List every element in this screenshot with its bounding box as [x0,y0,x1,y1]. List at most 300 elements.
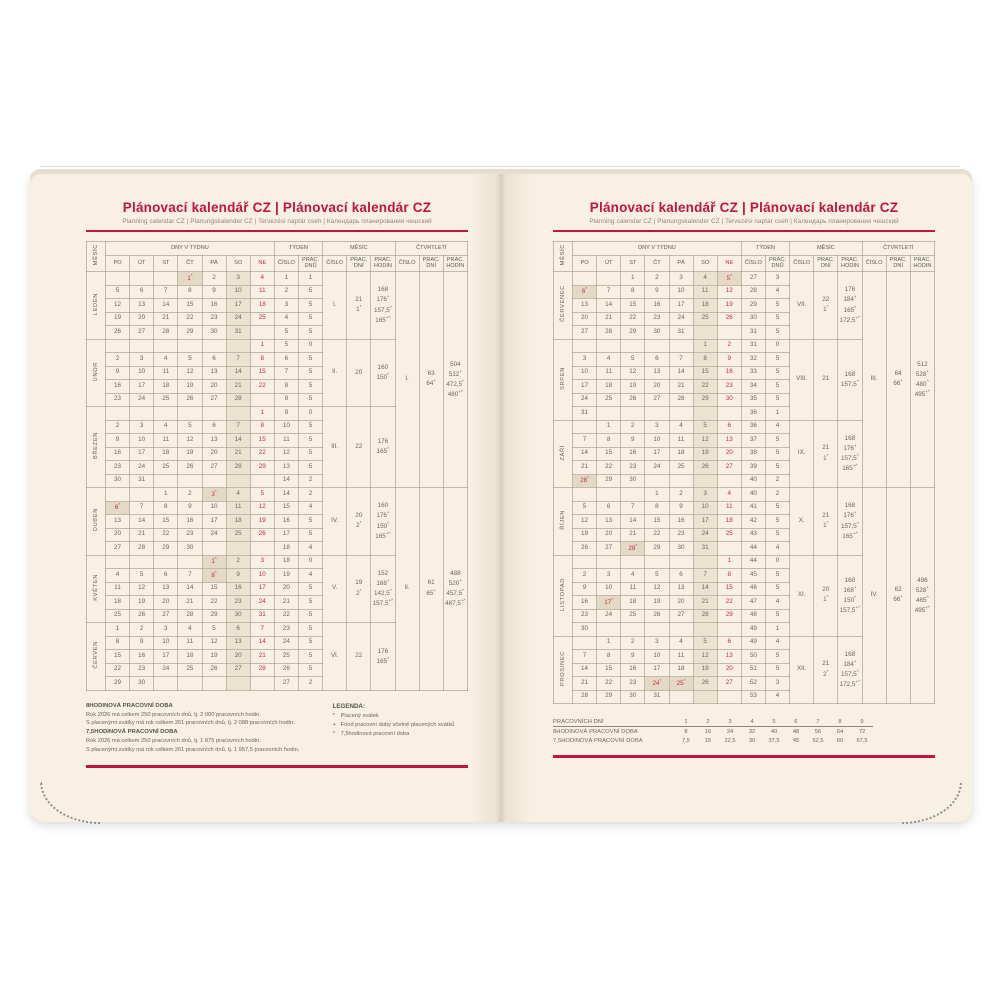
day-cell: 6 [226,623,250,637]
day-cell: 19 [645,596,669,610]
week-number-cell: 7 [274,366,298,380]
day-cell: 23 [106,393,130,407]
empty-day-cell [573,272,597,286]
workdays-hours-value: 64 [836,728,844,735]
week-number-cell: 40 [741,488,765,502]
header-sub-cell: ČÍSLO [274,256,298,272]
week-workdays-cell: 4 [766,596,790,610]
day-cell: 9 [669,501,693,515]
day-cell: 19 [573,528,597,542]
empty-day-cell [226,339,250,353]
day-cell: 7 [154,285,178,299]
header-day-ne: NE [250,256,274,272]
empty-day-cell [573,555,597,569]
day-cell: 12 [573,515,597,529]
week-workdays-cell: 5 [766,312,790,326]
empty-day-cell [178,474,202,488]
day-cell: 21 [669,380,693,394]
day-cell: 20 [669,596,693,610]
month-hours-cell: 168 176+ 157,5^ 165+^ [371,272,395,340]
day-cell: 20 [645,380,669,394]
week-number-cell: 32 [741,353,765,367]
day-cell: 4 [669,636,693,650]
day-cell: 18 [597,380,621,394]
empty-day-cell [669,690,693,704]
day-cell: 28* [621,542,645,556]
week-workdays-cell: 5 [766,299,790,313]
week-workdays-cell: 5 [766,326,790,340]
day-cell: 17 [645,447,669,461]
legend [327,702,468,756]
day-cell: 3* [202,488,226,502]
day-cell: 9 [106,434,130,448]
week-number-cell: 27 [274,677,298,691]
month-numeral-cell: I. [323,272,347,340]
month-hours-cell: 160 168+ 150^ 157,5+^ [838,555,862,636]
day-cell: 11 [693,285,717,299]
note-8h-line2: S placenými svátky má rok celkem 261 pracovních dnů, tj. 2 088 pracovních hodin. [86,720,295,727]
day-cell: 25 [154,461,178,475]
week-number-cell: 5 [274,326,298,340]
day-cell: 13 [573,299,597,313]
day-cell: 22 [621,312,645,326]
day-cell: 24* [645,677,669,691]
day-cell: 4 [669,420,693,434]
day-cell: 12 [693,434,717,448]
day-cell: 6 [717,636,741,650]
month-name-label: PROSINEC [559,650,566,686]
day-cell: 4 [250,272,274,286]
month-name [554,272,573,340]
header-sub-cell: ČÍSLO [741,256,765,272]
header-day-t: ČT [645,256,669,272]
empty-day-cell [226,474,250,488]
header-sub-cell: PRAC. DNÍ [814,256,838,272]
week-workdays-cell: 4 [766,285,790,299]
week-workdays-cell: 5 [299,515,323,529]
empty-day-cell [573,488,597,502]
empty-day-cell [154,407,178,421]
page-title: Plánovací kalendář CZ | Plánovací kalendár CZ [589,200,899,215]
day-cell: 14 [669,366,693,380]
day-cell: 23 [621,677,645,691]
day-cell: 21 [597,312,621,326]
workdays-hours-value: 24 [726,728,734,735]
day-cell: 20 [717,447,741,461]
week-number-cell: 18 [274,555,298,569]
workdays-hours-value: 72 [858,728,866,735]
day-cell: 8 [693,353,717,367]
month-workdays-cell: 21 1* [814,488,838,556]
week-number-cell: 6 [274,353,298,367]
week-workdays-cell: 4 [766,420,790,434]
day-cell: 14 [250,636,274,650]
day-cell: 4 [693,272,717,286]
week-workdays-cell: 0 [299,339,323,353]
week-workdays-cell: 5 [299,623,323,637]
day-cell: 10 [645,650,669,664]
day-cell: 29 [621,326,645,340]
empty-day-cell [106,339,130,353]
day-cell: 19 [178,447,202,461]
empty-day-cell [154,474,178,488]
week-workdays-cell: 2 [766,474,790,488]
day-cell: 30 [621,474,645,488]
day-cell: 19 [621,380,645,394]
day-cell: 20 [226,650,250,664]
calendar-week-row [87,272,468,286]
day-cell: 14 [130,515,154,529]
day-cell: 20 [202,447,226,461]
day-cell: 28 [573,690,597,704]
footer-left [86,702,468,756]
day-cell: 5 [573,501,597,515]
week-workdays-cell: 5 [766,461,790,475]
week-workdays-cell: 5 [299,447,323,461]
day-cell: 12 [645,582,669,596]
month-numeral-cell: IX. [790,420,814,488]
calendar-week-row [554,272,935,286]
empty-day-cell [645,339,669,353]
quarter-numeral-cell: III. [862,272,886,488]
day-cell: 6* [573,285,597,299]
workdays-hours-value: 67,5 [856,737,868,744]
day-cell: 3 [669,272,693,286]
day-cell: 12 [717,285,741,299]
empty-day-cell [154,677,178,691]
day-cell: 15 [597,447,621,461]
empty-day-cell [717,690,741,704]
week-workdays-cell: 5 [766,434,790,448]
day-cell: 23 [130,663,154,677]
day-cell: 15 [154,515,178,529]
day-cell: 22 [597,461,621,475]
day-cell: 16 [717,366,741,380]
day-cell: 2 [669,488,693,502]
day-cell: 12 [693,650,717,664]
day-cell: 24 [226,312,250,326]
day-cell: 23 [669,528,693,542]
day-cell: 18 [693,299,717,313]
day-cell: 23 [226,596,250,610]
month-numeral-cell: VIII. [790,339,814,420]
week-number-cell: 34 [741,380,765,394]
day-cell: 14 [226,366,250,380]
empty-day-cell [693,690,717,704]
day-cell: 16 [178,515,202,529]
empty-day-cell [226,407,250,421]
day-cell: 17 [202,515,226,529]
month-workdays-cell: 21 [814,339,838,420]
page-title: Plánovací kalendář CZ | Plánovací kalendár CZ [122,200,432,215]
week-number-cell: 2 [274,285,298,299]
planning-calendar-table-h1 [86,241,468,691]
week-number-cell: 10 [274,420,298,434]
month-workdays-cell: 21 2* [814,636,838,704]
day-cell: 14 [573,447,597,461]
day-cell: 18 [154,380,178,394]
day-cell: 2 [178,488,202,502]
header-mesic-side [554,242,573,272]
day-cell: 22 [645,528,669,542]
workdays-hours-value: 37,5 [768,737,780,744]
day-cell: 2 [202,272,226,286]
day-cell: 10 [597,582,621,596]
month-workdays-cell: 20 [347,339,371,407]
workdays-hours-value: 3 [719,717,741,727]
day-cell: 16 [621,447,645,461]
month-name-label: ČERVENEC [559,285,566,323]
day-cell: 29 [693,393,717,407]
header-mesic-side-label: MĚSÍC [92,244,99,266]
week-workdays-cell: 2 [299,677,323,691]
workdays-hours-value: 5 [763,717,785,727]
legend-label: Placený svátek [340,713,379,720]
week-number-cell: 21 [274,596,298,610]
day-cell: 6 [154,569,178,583]
day-cell: 5 [621,353,645,367]
week-number-cell: 44 [741,555,765,569]
day-cell: 19 [202,650,226,664]
day-cell: 19 [693,663,717,677]
day-cell: 15 [250,434,274,448]
red-rule-bottom [86,765,468,768]
empty-day-cell [621,555,645,569]
day-cell: 23 [717,380,741,394]
day-cell: 29 [154,542,178,556]
day-cell: 7 [597,285,621,299]
day-cell: 12 [621,366,645,380]
empty-day-cell [573,339,597,353]
month-workdays-cell: 22 1* [814,272,838,340]
day-cell: 15 [202,582,226,596]
day-cell: 12 [202,636,226,650]
week-number-cell: 37 [741,434,765,448]
header-group-cell: MĚSÍC [790,242,862,256]
day-cell: 7 [573,434,597,448]
day-cell: 26 [717,312,741,326]
day-cell: 5 [645,569,669,583]
week-number-cell: 14 [274,474,298,488]
day-cell: 31 [645,690,669,704]
day-cell: 23 [621,461,645,475]
week-number-cell: 43 [741,528,765,542]
header-sub-cell: ČÍSLO [862,256,886,272]
week-workdays-cell: 4 [299,569,323,583]
day-cell: 11 [178,636,202,650]
week-number-cell: 50 [741,650,765,664]
week-number-cell: 29 [741,299,765,313]
day-cell: 19 [106,312,130,326]
header-group-cell: DNY V TÝDNU [573,242,742,256]
day-cell: 13 [202,366,226,380]
month-numeral-cell: VI. [323,623,347,691]
week-workdays-cell: 5 [299,380,323,394]
legend-marker: * [332,713,335,720]
day-cell: 20 [597,528,621,542]
day-cell: 7 [250,623,274,637]
workdays-hours-value: 56 [814,728,822,735]
empty-day-cell [669,474,693,488]
day-cell: 13 [226,636,250,650]
day-cell: 21 [573,461,597,475]
day-cell: 23 [178,528,202,542]
day-cell: 17 [645,663,669,677]
day-cell: 11 [250,285,274,299]
week-number-cell: 22 [274,609,298,623]
day-cell: 25 [669,461,693,475]
note-8h-line1: Rok 2026 má celkem 250 pracovních dnů, tj. 2 000 pracovních hodin. [86,711,261,718]
day-cell: 19 [717,299,741,313]
header-sub-cell: PRAC. DNŮ [766,256,790,272]
day-cell: 5 [178,353,202,367]
day-cell: 3 [226,272,250,286]
empty-day-cell [645,474,669,488]
month-name-label: SRPEN [559,366,566,390]
day-cell: 17* [597,596,621,610]
workdays-hours-value: 30 [748,737,756,744]
day-cell: 8 [597,650,621,664]
day-cell: 29 [597,690,621,704]
week-workdays-cell: 1 [766,407,790,421]
day-cell: 26 [106,326,130,340]
empty-day-cell [597,407,621,421]
workdays-hours-row [553,736,873,745]
day-cell: 10 [130,366,154,380]
day-cell: 2 [106,420,130,434]
week-number-cell: 46 [741,582,765,596]
empty-day-cell [645,623,669,637]
week-number-cell: 41 [741,501,765,515]
week-workdays-cell: 5 [766,515,790,529]
header-day-p: PÁ [669,256,693,272]
day-cell: 27 [597,542,621,556]
week-number-cell: 13 [274,461,298,475]
month-workdays-cell: 21 1* [814,420,838,488]
day-cell: 18 [154,447,178,461]
month-hours-cell: 168 176+ 157,5^ 165+^ [838,420,862,488]
month-name-label: BŘEZEN [92,432,99,460]
day-cell: 10 [645,434,669,448]
day-cell: 9 [106,366,130,380]
empty-day-cell [573,636,597,650]
header-sub-cell: PRAC. HODIN [910,256,934,272]
week-number-cell: 24 [274,636,298,650]
day-cell: 1 [250,339,274,353]
day-cell: 5 [250,488,274,502]
day-cell: 6 [597,501,621,515]
page-stack-edge [36,170,964,171]
day-cell: 7 [621,501,645,515]
day-cell: 6 [202,353,226,367]
month-numeral-cell: II. [323,339,347,407]
day-cell: 7 [226,353,250,367]
day-cell: 10 [250,569,274,583]
header-sub-cell: PRAC. HODIN [371,256,395,272]
day-cell: 6 [669,569,693,583]
week-workdays-cell: 5 [299,353,323,367]
month-hours-cell: 152 168+ 142,5^ 157,5+^ [371,555,395,623]
day-cell: 11 [669,650,693,664]
week-number-cell: 11 [274,434,298,448]
day-cell: 8 [106,636,130,650]
month-name-label: ZÁŘÍ [559,444,566,461]
empty-day-cell [178,407,202,421]
header-group-cell: MĚSÍC [323,242,395,256]
quarter-numeral-cell: IV. [862,488,886,704]
week-number-cell: 49 [741,623,765,637]
day-cell: 26 [693,677,717,691]
empty-day-cell [178,339,202,353]
week-number-cell: 31 [741,326,765,340]
day-cell: 25 [226,528,250,542]
workdays-hours-value: 1 [675,717,697,727]
legend-item [333,712,468,721]
month-name [87,555,106,623]
header-day-po: PO [106,256,130,272]
empty-day-cell [717,474,741,488]
day-cell: 30 [669,542,693,556]
empty-day-cell [597,488,621,502]
day-cell: 11 [154,434,178,448]
week-workdays-cell: 5 [766,569,790,583]
empty-day-cell [106,555,130,569]
day-cell: 18 [621,596,645,610]
month-name [87,488,106,556]
month-hours-cell: 168 176+ 157,5^ 165+^ [838,488,862,556]
day-cell: 20 [154,596,178,610]
day-cell: 15 [106,650,130,664]
week-workdays-cell: 5 [299,609,323,623]
page-stack-edge [40,166,960,167]
week-workdays-cell: 5 [299,366,323,380]
month-name [87,272,106,340]
day-cell: 4 [717,488,741,502]
day-cell: 10 [226,285,250,299]
day-cell: 8 [178,285,202,299]
day-cell: 21 [226,447,250,461]
week-number-cell: 47 [741,596,765,610]
week-number-cell: 15 [274,501,298,515]
day-cell: 22 [250,447,274,461]
empty-day-cell [597,555,621,569]
week-workdays-cell: 1 [299,272,323,286]
week-workdays-cell: 5 [299,461,323,475]
day-cell: 16 [645,299,669,313]
header-mesic-side [87,242,106,272]
day-cell: 24 [154,663,178,677]
empty-day-cell [621,407,645,421]
header-group-cell: TÝDEN [741,242,789,256]
header-sub-row [87,256,468,272]
day-cell: 8 [621,285,645,299]
legend-title: LEGENDA: [332,702,365,710]
day-cell: 17 [226,299,250,313]
workdays-hours-row [553,717,873,727]
empty-day-cell [202,474,226,488]
week-number-cell: 42 [741,515,765,529]
day-cell: 16 [226,582,250,596]
month-workdays-cell: 20 1* [814,555,838,636]
week-workdays-cell: 5 [299,582,323,596]
red-rule-bottom [553,755,935,758]
week-workdays-cell: 5 [766,528,790,542]
day-cell: 14 [154,299,178,313]
empty-day-cell [717,542,741,556]
month-name [554,488,573,556]
day-cell: 31 [573,407,597,421]
workdays-hours-label: 7,5HODINOVÁ PRACOVNÍ DOBA [553,737,643,744]
